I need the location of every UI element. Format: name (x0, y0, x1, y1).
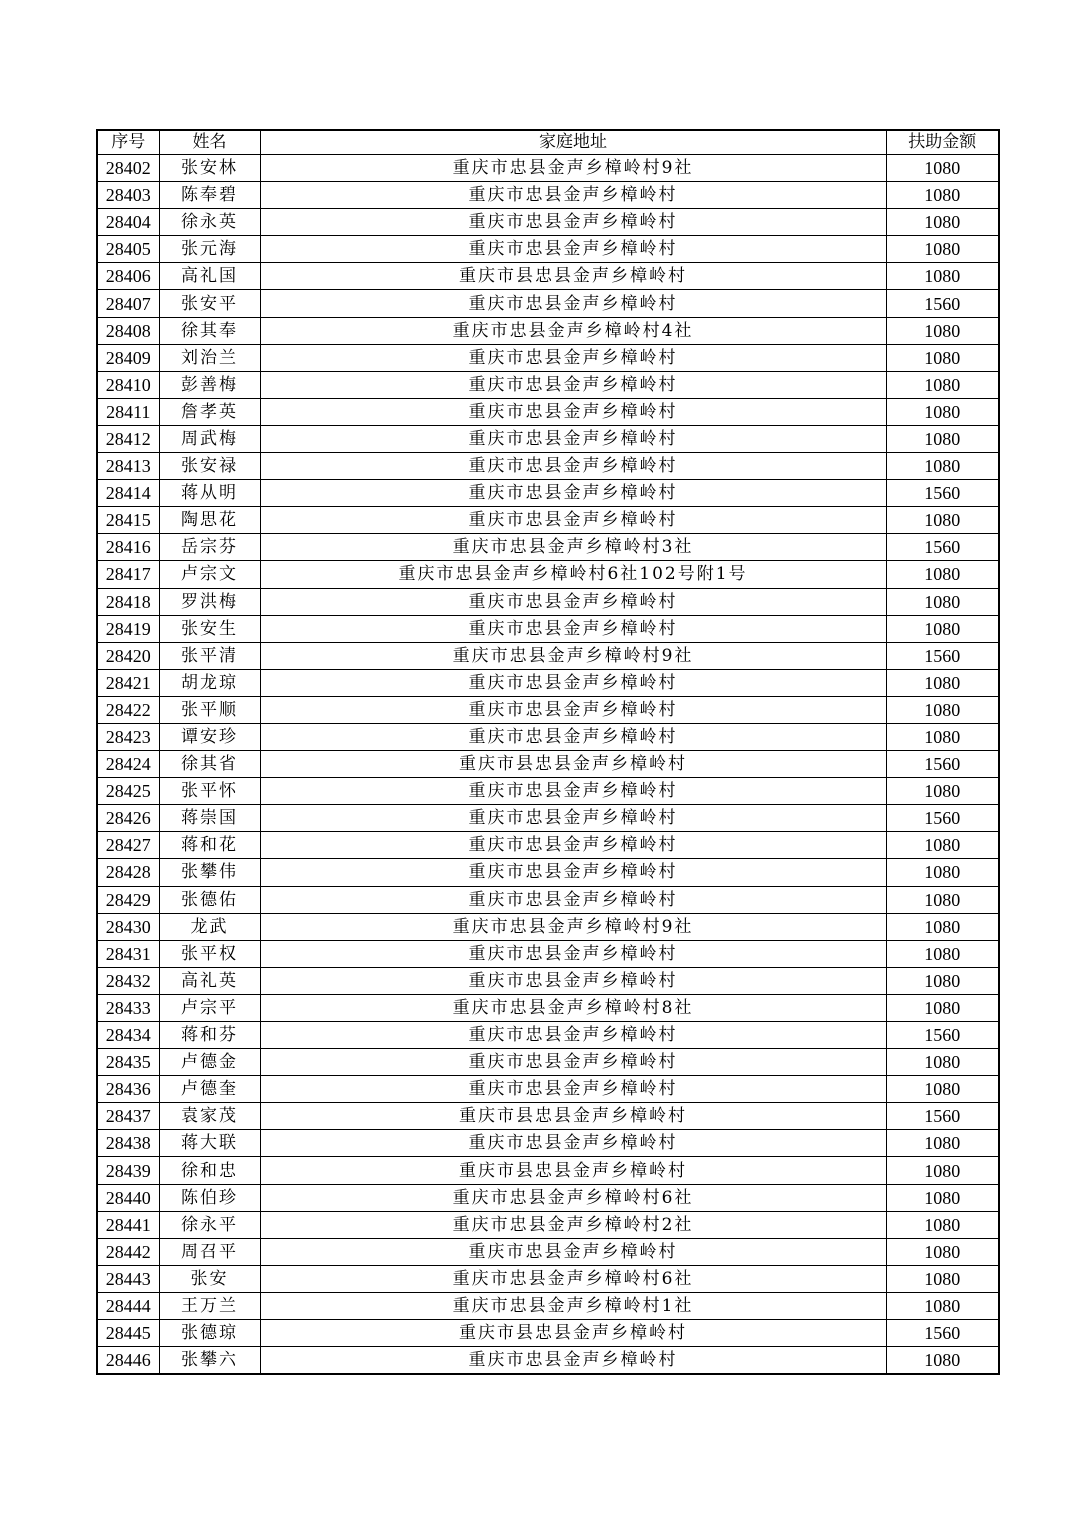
cell-seq: 28416 (97, 534, 159, 561)
cell-seq: 28431 (97, 940, 159, 967)
cell-name: 徐和忠 (159, 1157, 260, 1184)
table-row (97, 1238, 999, 1265)
cell-address: 重庆市忠县金声乡樟岭村9社 (260, 913, 886, 940)
cell-name: 高礼英 (159, 967, 260, 994)
cell-seq: 28419 (97, 615, 159, 642)
cell-name: 张安 (159, 1265, 260, 1292)
cell-address: 重庆市忠县金声乡樟岭村 (260, 1130, 886, 1157)
cell-name: 徐永英 (159, 209, 260, 236)
table-row (97, 1347, 999, 1375)
cell-amount: 1080 (886, 1238, 999, 1265)
cell-address: 重庆市忠县金声乡樟岭村 (260, 236, 886, 263)
cell-address: 重庆市忠县金声乡樟岭村2社 (260, 1211, 886, 1238)
cell-amount: 1080 (886, 886, 999, 913)
table-header-row (97, 130, 999, 155)
cell-seq: 28433 (97, 994, 159, 1021)
cell-address: 重庆市忠县金声乡樟岭村 (260, 1238, 886, 1265)
cell-seq: 28403 (97, 182, 159, 209)
cell-amount: 1080 (886, 209, 999, 236)
cell-seq: 28440 (97, 1184, 159, 1211)
column-header-seq: 序号 (97, 130, 159, 155)
cell-seq: 28437 (97, 1103, 159, 1130)
cell-name: 詹孝英 (159, 398, 260, 425)
cell-seq: 28406 (97, 263, 159, 290)
table-row (97, 236, 999, 263)
cell-amount: 1080 (886, 236, 999, 263)
table-row (97, 290, 999, 317)
cell-name: 张平权 (159, 940, 260, 967)
cell-amount: 1560 (886, 480, 999, 507)
cell-name: 卢德奎 (159, 1076, 260, 1103)
cell-amount: 1080 (886, 182, 999, 209)
table-row (97, 155, 999, 182)
cell-seq: 28422 (97, 696, 159, 723)
cell-name: 王万兰 (159, 1292, 260, 1319)
cell-address: 重庆市忠县金声乡樟岭村 (260, 1049, 886, 1076)
cell-amount: 1080 (886, 344, 999, 371)
cell-seq: 28424 (97, 751, 159, 778)
table-row (97, 1184, 999, 1211)
cell-name: 陶思花 (159, 507, 260, 534)
cell-address: 重庆市忠县金声乡樟岭村6社 (260, 1184, 886, 1211)
table-row (97, 182, 999, 209)
cell-amount: 1080 (886, 1347, 999, 1375)
cell-address: 重庆市忠县金声乡樟岭村 (260, 425, 886, 452)
table-row (97, 805, 999, 832)
table-row (97, 1211, 999, 1238)
column-header-amount: 扶助金额 (886, 130, 999, 155)
cell-amount: 1080 (886, 696, 999, 723)
cell-name: 周武梅 (159, 425, 260, 452)
cell-name: 张攀伟 (159, 859, 260, 886)
cell-address: 重庆市忠县金声乡樟岭村 (260, 967, 886, 994)
cell-seq: 28409 (97, 344, 159, 371)
cell-amount: 1560 (886, 534, 999, 561)
cell-address: 重庆市忠县金声乡樟岭村 (260, 480, 886, 507)
table-row (97, 642, 999, 669)
cell-address: 重庆市忠县金声乡樟岭村 (260, 669, 886, 696)
cell-address: 重庆市忠县金声乡樟岭村 (260, 615, 886, 642)
table-row (97, 371, 999, 398)
cell-amount: 1080 (886, 669, 999, 696)
cell-name: 刘治兰 (159, 344, 260, 371)
cell-name: 袁家茂 (159, 1103, 260, 1130)
table-row (97, 859, 999, 886)
cell-address: 重庆市县忠县金声乡樟岭村 (260, 263, 886, 290)
cell-amount: 1560 (886, 751, 999, 778)
cell-seq: 28429 (97, 886, 159, 913)
cell-name: 徐永平 (159, 1211, 260, 1238)
cell-address: 重庆市忠县金声乡樟岭村 (260, 588, 886, 615)
cell-address: 重庆市忠县金声乡樟岭村9社 (260, 155, 886, 182)
table-row (97, 1292, 999, 1319)
cell-seq: 28426 (97, 805, 159, 832)
table-row (97, 1076, 999, 1103)
cell-address: 重庆市忠县金声乡樟岭村4社 (260, 317, 886, 344)
table-row (97, 209, 999, 236)
table-row (97, 263, 999, 290)
cell-name: 张德琼 (159, 1320, 260, 1347)
table-row (97, 886, 999, 913)
cell-address: 重庆市忠县金声乡樟岭村6社 (260, 1265, 886, 1292)
cell-seq: 28402 (97, 155, 159, 182)
cell-amount: 1080 (886, 615, 999, 642)
cell-seq: 28443 (97, 1265, 159, 1292)
table-row (97, 398, 999, 425)
cell-seq: 28411 (97, 398, 159, 425)
cell-amount: 1560 (886, 805, 999, 832)
cell-amount: 1080 (886, 155, 999, 182)
table-row (97, 1265, 999, 1292)
cell-address: 重庆市忠县金声乡樟岭村 (260, 832, 886, 859)
cell-seq: 28408 (97, 317, 159, 344)
cell-seq: 28442 (97, 1238, 159, 1265)
cell-seq: 28413 (97, 453, 159, 480)
table-row (97, 778, 999, 805)
table-row (97, 967, 999, 994)
cell-seq: 28415 (97, 507, 159, 534)
cell-address: 重庆市忠县金声乡樟岭村 (260, 778, 886, 805)
table-row (97, 1130, 999, 1157)
cell-amount: 1080 (886, 1130, 999, 1157)
cell-address: 重庆市忠县金声乡樟岭村 (260, 182, 886, 209)
cell-amount: 1080 (886, 561, 999, 588)
table-row (97, 940, 999, 967)
cell-seq: 28428 (97, 859, 159, 886)
cell-amount: 1560 (886, 290, 999, 317)
cell-name: 彭善梅 (159, 371, 260, 398)
cell-seq: 28412 (97, 425, 159, 452)
cell-address: 重庆市忠县金声乡樟岭村 (260, 940, 886, 967)
table-row (97, 832, 999, 859)
cell-name: 张安平 (159, 290, 260, 317)
cell-address: 重庆市忠县金声乡樟岭村 (260, 507, 886, 534)
cell-address: 重庆市忠县金声乡樟岭村 (260, 1022, 886, 1049)
table-row (97, 669, 999, 696)
cell-amount: 1080 (886, 913, 999, 940)
cell-name: 罗洪梅 (159, 588, 260, 615)
cell-seq: 28417 (97, 561, 159, 588)
cell-amount: 1080 (886, 507, 999, 534)
cell-name: 张平怀 (159, 778, 260, 805)
cell-address: 重庆市忠县金声乡樟岭村 (260, 886, 886, 913)
cell-name: 张德佑 (159, 886, 260, 913)
table-body (97, 155, 999, 1375)
cell-address: 重庆市忠县金声乡樟岭村9社 (260, 642, 886, 669)
table-row (97, 1157, 999, 1184)
cell-seq: 28425 (97, 778, 159, 805)
cell-amount: 1080 (886, 940, 999, 967)
cell-amount: 1080 (886, 1049, 999, 1076)
cell-seq: 28407 (97, 290, 159, 317)
cell-address: 重庆市县忠县金声乡樟岭村 (260, 751, 886, 778)
table-row (97, 534, 999, 561)
cell-seq: 28418 (97, 588, 159, 615)
table-row (97, 453, 999, 480)
table-row (97, 723, 999, 750)
table-row (97, 588, 999, 615)
cell-amount: 1080 (886, 778, 999, 805)
table-row (97, 561, 999, 588)
cell-address: 重庆市忠县金声乡樟岭村 (260, 723, 886, 750)
cell-name: 卢宗文 (159, 561, 260, 588)
cell-seq: 28405 (97, 236, 159, 263)
cell-seq: 28438 (97, 1130, 159, 1157)
cell-name: 龙武 (159, 913, 260, 940)
table-row (97, 615, 999, 642)
cell-name: 周召平 (159, 1238, 260, 1265)
cell-amount: 1080 (886, 1211, 999, 1238)
cell-amount: 1080 (886, 425, 999, 452)
column-header-name: 姓名 (159, 130, 260, 155)
cell-name: 张安生 (159, 615, 260, 642)
cell-name: 蒋大联 (159, 1130, 260, 1157)
cell-amount: 1560 (886, 1022, 999, 1049)
cell-address: 重庆市忠县金声乡樟岭村 (260, 371, 886, 398)
cell-name: 张攀六 (159, 1347, 260, 1375)
cell-name: 谭安珍 (159, 723, 260, 750)
cell-name: 张元海 (159, 236, 260, 263)
cell-name: 高礼国 (159, 263, 260, 290)
cell-name: 胡龙琼 (159, 669, 260, 696)
table-row (97, 425, 999, 452)
cell-amount: 1080 (886, 967, 999, 994)
cell-seq: 28444 (97, 1292, 159, 1319)
cell-address: 重庆市忠县金声乡樟岭村 (260, 1347, 886, 1375)
cell-seq: 28414 (97, 480, 159, 507)
cell-address: 重庆市忠县金声乡樟岭村 (260, 805, 886, 832)
table-row (97, 1103, 999, 1130)
assistance-table (96, 129, 1000, 1375)
cell-seq: 28434 (97, 1022, 159, 1049)
cell-name: 卢德金 (159, 1049, 260, 1076)
table-row (97, 751, 999, 778)
cell-name: 张平清 (159, 642, 260, 669)
cell-address: 重庆市忠县金声乡樟岭村 (260, 290, 886, 317)
cell-amount: 1080 (886, 994, 999, 1021)
cell-name: 徐其奉 (159, 317, 260, 344)
cell-name: 蒋从明 (159, 480, 260, 507)
cell-address: 重庆市忠县金声乡樟岭村 (260, 398, 886, 425)
cell-seq: 28445 (97, 1320, 159, 1347)
cell-seq: 28404 (97, 209, 159, 236)
table-row (97, 696, 999, 723)
cell-seq: 28410 (97, 371, 159, 398)
cell-address: 重庆市忠县金声乡樟岭村 (260, 344, 886, 371)
cell-seq: 28441 (97, 1211, 159, 1238)
table-row (97, 507, 999, 534)
column-header-address: 家庭地址 (260, 130, 886, 155)
cell-amount: 1080 (886, 723, 999, 750)
cell-seq: 28423 (97, 723, 159, 750)
cell-amount: 1560 (886, 1103, 999, 1130)
cell-name: 张安林 (159, 155, 260, 182)
table-row (97, 994, 999, 1021)
cell-address: 重庆市忠县金声乡樟岭村 (260, 453, 886, 480)
cell-seq: 28420 (97, 642, 159, 669)
cell-name: 蒋和花 (159, 832, 260, 859)
cell-seq: 28436 (97, 1076, 159, 1103)
cell-amount: 1080 (886, 317, 999, 344)
cell-seq: 28421 (97, 669, 159, 696)
cell-address: 重庆市忠县金声乡樟岭村 (260, 696, 886, 723)
cell-seq: 28439 (97, 1157, 159, 1184)
cell-name: 陈奉碧 (159, 182, 260, 209)
table-row (97, 1022, 999, 1049)
table-row (97, 317, 999, 344)
cell-address: 重庆市忠县金声乡樟岭村3社 (260, 534, 886, 561)
cell-amount: 1080 (886, 859, 999, 886)
cell-name: 蒋崇国 (159, 805, 260, 832)
cell-address: 重庆市县忠县金声乡樟岭村 (260, 1320, 886, 1347)
cell-seq: 28427 (97, 832, 159, 859)
table-row (97, 913, 999, 940)
cell-name: 徐其省 (159, 751, 260, 778)
cell-name: 张平顺 (159, 696, 260, 723)
cell-amount: 1080 (886, 453, 999, 480)
cell-amount: 1080 (886, 832, 999, 859)
cell-amount: 1560 (886, 1320, 999, 1347)
table-row (97, 480, 999, 507)
cell-amount: 1080 (886, 1076, 999, 1103)
cell-address: 重庆市忠县金声乡樟岭村8社 (260, 994, 886, 1021)
cell-name: 陈伯珍 (159, 1184, 260, 1211)
cell-amount: 1080 (886, 588, 999, 615)
cell-name: 蒋和芬 (159, 1022, 260, 1049)
cell-address: 重庆市忠县金声乡樟岭村6社102号附1号 (260, 561, 886, 588)
cell-amount: 1080 (886, 1184, 999, 1211)
cell-amount: 1560 (886, 642, 999, 669)
cell-seq: 28446 (97, 1347, 159, 1375)
cell-address: 重庆市忠县金声乡樟岭村 (260, 209, 886, 236)
cell-amount: 1080 (886, 263, 999, 290)
cell-seq: 28435 (97, 1049, 159, 1076)
cell-amount: 1080 (886, 1292, 999, 1319)
cell-name: 张安禄 (159, 453, 260, 480)
table-row (97, 1049, 999, 1076)
cell-address: 重庆市忠县金声乡樟岭村1社 (260, 1292, 886, 1319)
cell-seq: 28430 (97, 913, 159, 940)
cell-amount: 1080 (886, 1265, 999, 1292)
cell-seq: 28432 (97, 967, 159, 994)
cell-name: 卢宗平 (159, 994, 260, 1021)
cell-name: 岳宗芬 (159, 534, 260, 561)
cell-address: 重庆市县忠县金声乡樟岭村 (260, 1157, 886, 1184)
cell-amount: 1080 (886, 398, 999, 425)
cell-amount: 1080 (886, 1157, 999, 1184)
cell-address: 重庆市忠县金声乡樟岭村 (260, 859, 886, 886)
cell-address: 重庆市县忠县金声乡樟岭村 (260, 1103, 886, 1130)
table-row (97, 1320, 999, 1347)
table-row (97, 344, 999, 371)
cell-amount: 1080 (886, 371, 999, 398)
cell-address: 重庆市忠县金声乡樟岭村 (260, 1076, 886, 1103)
